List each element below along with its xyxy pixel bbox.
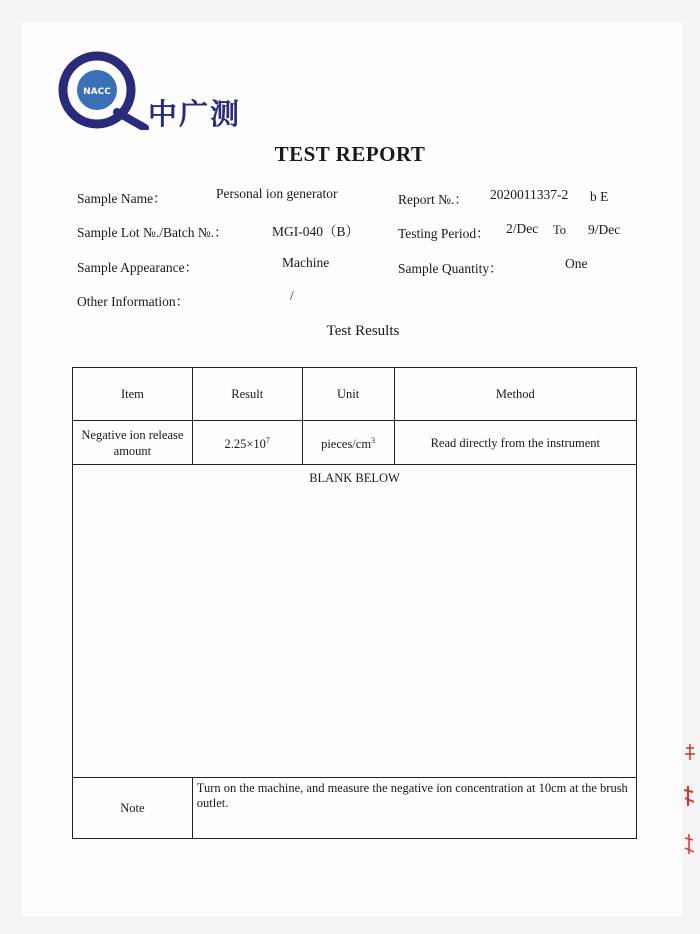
header-result: Result <box>192 368 302 421</box>
period-from: 2/Dec <box>506 221 539 236</box>
result-exponent: 7 <box>265 435 270 445</box>
sample-name-value: Personal ion generator <box>216 186 338 201</box>
note-text: Turn on the machine, and measure the negative ion concentration at 10cm at the brush outlet. <box>192 778 636 839</box>
table-header-row <box>73 368 637 421</box>
report-no-suffix: b E <box>590 189 609 204</box>
header-item: Item <box>73 368 193 421</box>
unit-exponent: 3 <box>371 435 376 445</box>
blank-below-text: BLANK BELOW <box>73 465 637 778</box>
cell-item: Negative ion release amount <box>73 421 193 465</box>
lot-label: Sample Lot №./Batch №.： <box>77 225 228 240</box>
other-info-label: Other Information： <box>77 294 190 309</box>
result-base: 2.25×10 <box>224 437 266 452</box>
seal-stamp-icon <box>680 740 696 860</box>
cell-method: Read directly from the instrument <box>394 421 636 465</box>
lot-value: MGI-040（B） <box>272 224 359 239</box>
other-info-value: / <box>290 288 294 303</box>
cell-result <box>192 421 302 465</box>
sample-name-label: Sample Name： <box>77 191 167 206</box>
testing-period-label: Testing Period： <box>398 226 490 241</box>
appearance-label: Sample Appearance： <box>77 260 199 275</box>
logo-text: 中广测 <box>148 97 242 131</box>
results-table <box>72 367 637 839</box>
note-row <box>73 778 637 839</box>
appearance-value: Machine <box>282 255 330 270</box>
quantity-label: Sample Quantity： <box>398 261 503 276</box>
period-to: 9/Dec <box>588 222 621 237</box>
report-no-value: 2020011337-2 <box>490 187 569 202</box>
header-method: Method <box>394 368 636 421</box>
header-unit: Unit <box>302 368 394 421</box>
table-row <box>73 421 637 465</box>
period-to-word: To <box>553 223 567 237</box>
report-no-label: Report №.： <box>398 192 468 207</box>
blank-row <box>73 465 637 778</box>
section-title: Test Results <box>326 323 400 339</box>
unit-base: pieces/cm <box>321 437 372 452</box>
report-title: TEST REPORT <box>274 142 426 166</box>
note-label: Note <box>73 778 193 839</box>
cell-unit <box>302 421 394 465</box>
quantity-value: One <box>565 256 588 271</box>
logo-badge: NACC <box>83 87 111 97</box>
